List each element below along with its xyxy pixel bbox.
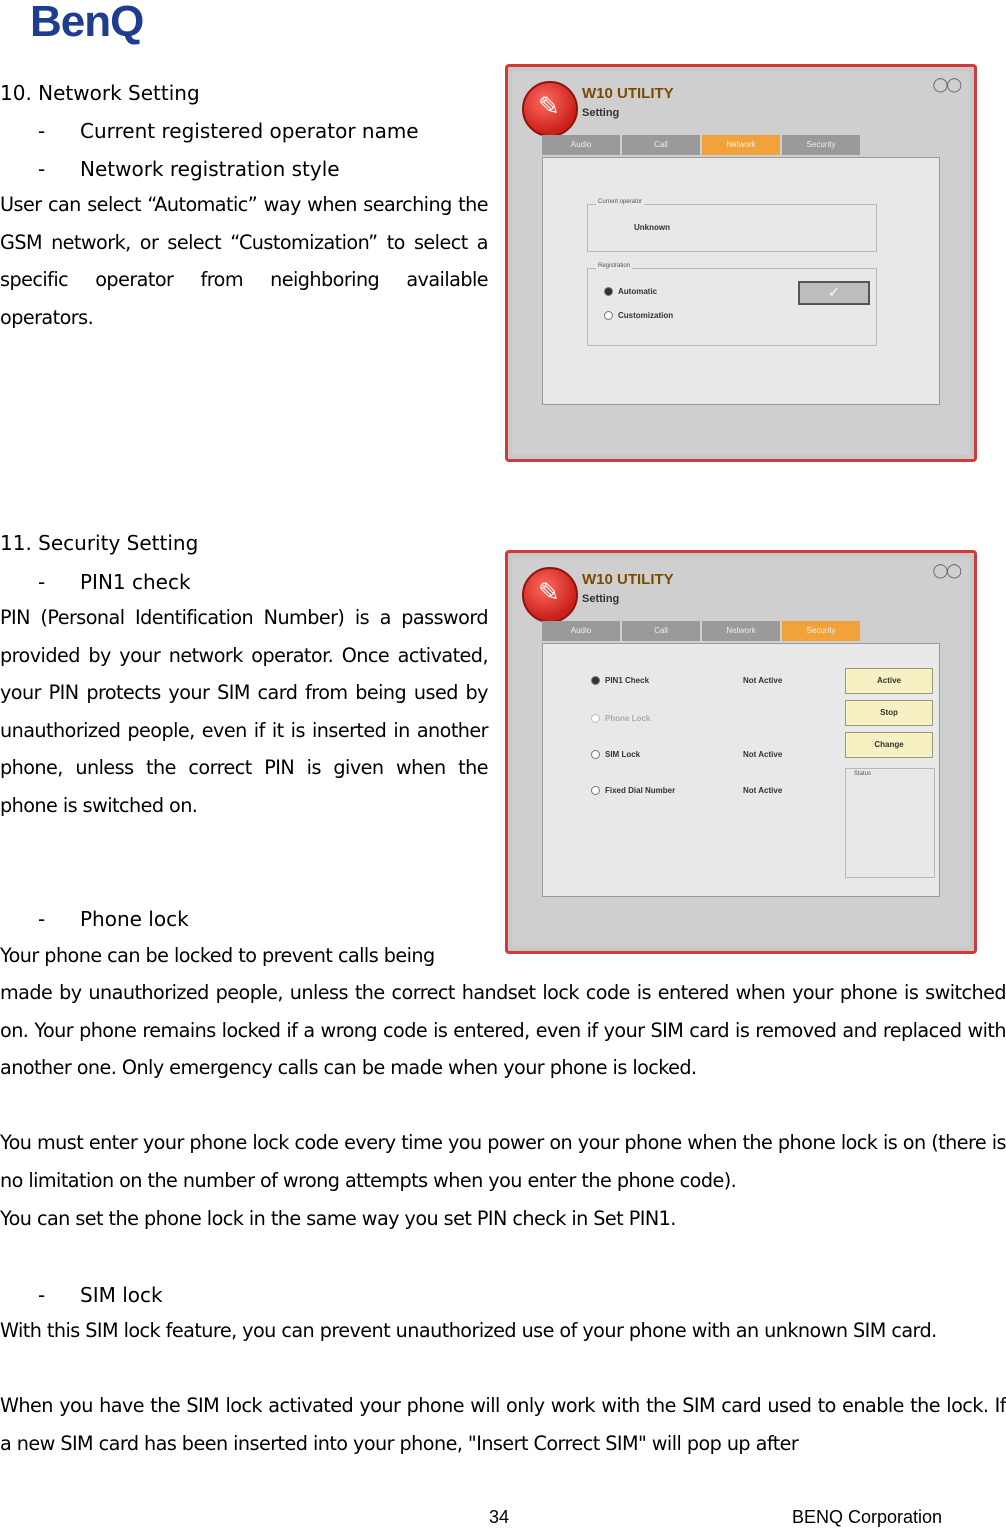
pin1-check-label: PIN1 Check: [605, 676, 650, 685]
phone-lock-para-3: You can set the phone lock in the same way you set PIN check in Set PIN1.: [0, 1207, 676, 1230]
tab-network[interactable]: Network: [702, 621, 780, 641]
automatic-label: Automatic: [618, 287, 658, 296]
tab-security[interactable]: Security: [782, 621, 860, 641]
security-settings-screenshot: [505, 550, 977, 954]
phone-lock-para-1-start: Your phone can be locked to prevent calls being: [0, 944, 435, 967]
current-operator-group: [587, 199, 877, 252]
stop-button[interactable]: Stop: [845, 700, 933, 726]
network-settings-screenshot: [505, 64, 977, 462]
active-button[interactable]: Active: [845, 668, 933, 694]
tab-audio[interactable]: Audio: [542, 135, 620, 155]
utility-logo-icon: [522, 81, 578, 137]
tab-security[interactable]: Security: [782, 135, 860, 155]
page-number: 34: [489, 1507, 510, 1527]
network-panel: [542, 157, 940, 405]
app-title: W10 UTILITY: [582, 85, 674, 102]
window-buttons-icon[interactable]: ◯◯: [932, 563, 960, 579]
customization-label: Customization: [618, 311, 674, 320]
phone-lock-para-1: made by unauthorized people, unless the correct handset lock code is entered when your phone is switched on. Your phone remains locked if a wrong code is entered, even if your SIM card is removed and replaced with another one. Only emergency calls can be made when your phone is locked.: [0, 981, 1006, 1080]
settings-tabs: [542, 621, 862, 641]
change-button[interactable]: Change: [845, 732, 933, 758]
bullet-dash: -: [38, 1283, 46, 1307]
app-subtitle: Setting: [582, 593, 620, 605]
security-section-title: 11. Security Setting: [0, 531, 199, 555]
bullet-dash: -: [38, 157, 46, 181]
sim-lock-para-1: With this SIM lock feature, you can prevent unauthorized use of your phone with an unknown SIM card.: [0, 1319, 937, 1342]
network-section-title: 10. Network Setting: [0, 81, 200, 105]
bullet-dash: -: [38, 570, 46, 594]
status-label: Status: [854, 771, 872, 777]
security-panel: [542, 643, 940, 897]
tab-network[interactable]: Network: [702, 135, 780, 155]
registration-group: [587, 263, 877, 346]
sim-lock-radio[interactable]: [591, 750, 600, 759]
pin1-check-status: Not Active: [743, 676, 783, 685]
tab-call[interactable]: Call: [622, 621, 700, 641]
network-bullet-2: Network registration style: [80, 157, 340, 181]
fixed-dial-status: Not Active: [743, 786, 783, 795]
registration-label: Registration: [598, 263, 631, 269]
current-operator-value: Unknown: [634, 223, 670, 232]
check-icon: ✓: [828, 285, 840, 301]
phone-lock-label: Phone Lock: [605, 714, 651, 723]
ok-button[interactable]: [798, 281, 870, 305]
tab-call[interactable]: Call: [622, 135, 700, 155]
benq-logo: BenQ: [30, 0, 144, 46]
window-buttons-icon[interactable]: ◯◯: [932, 77, 960, 93]
sim-lock-heading: SIM lock: [80, 1283, 163, 1307]
pin1-check-radio[interactable]: [591, 676, 600, 685]
sim-lock-para-2: When you have the SIM lock activated your phone will only work with the SIM card used to enable the lock. If a new SIM card has been inserted into your phone, "Insert Correct SIM" will pop up after: [0, 1394, 1006, 1455]
app-subtitle: Setting: [582, 107, 620, 119]
settings-tabs: [542, 135, 862, 155]
network-bullet-1: Current registered operator name: [80, 119, 419, 143]
tab-audio[interactable]: Audio: [542, 621, 620, 641]
network-paragraph: User can select “Automatic” way when searching the GSM network, or select “Customization” to select a specific operator from neighboring available operators.: [0, 193, 488, 329]
pin-paragraph: PIN (Personal Identification Number) is a password provided by your network operator. Once activated, your PIN protects your SIM card from being used by unauthorized people, even if it is inserted in another phone, unless the correct PIN is given when the phone is switched on.: [0, 606, 488, 817]
fixed-dial-radio[interactable]: [591, 786, 600, 795]
current-operator-label: Current operator: [598, 199, 643, 205]
automatic-radio[interactable]: [604, 287, 613, 296]
sim-lock-label: SIM Lock: [605, 750, 641, 759]
phone-lock-radio[interactable]: [591, 714, 600, 723]
pin-heading: PIN1 check: [80, 570, 191, 594]
status-box: [845, 768, 935, 878]
bullet-dash: -: [38, 119, 46, 143]
phone-lock-para-2: You must enter your phone lock code every time you power on your phone when the phone lock is on (there is no limitation on the number of wrong attempts when you enter the phone code).: [0, 1131, 1006, 1192]
sim-lock-status: Not Active: [743, 750, 783, 759]
phone-lock-heading: Phone lock: [80, 907, 189, 931]
fixed-dial-label: Fixed Dial Number: [605, 786, 676, 795]
app-title: W10 UTILITY: [582, 571, 674, 588]
footer-company: BENQ Corporation: [792, 1507, 943, 1527]
utility-logo-icon: [522, 567, 578, 623]
customization-radio[interactable]: [604, 311, 613, 320]
bullet-dash: -: [38, 907, 46, 931]
